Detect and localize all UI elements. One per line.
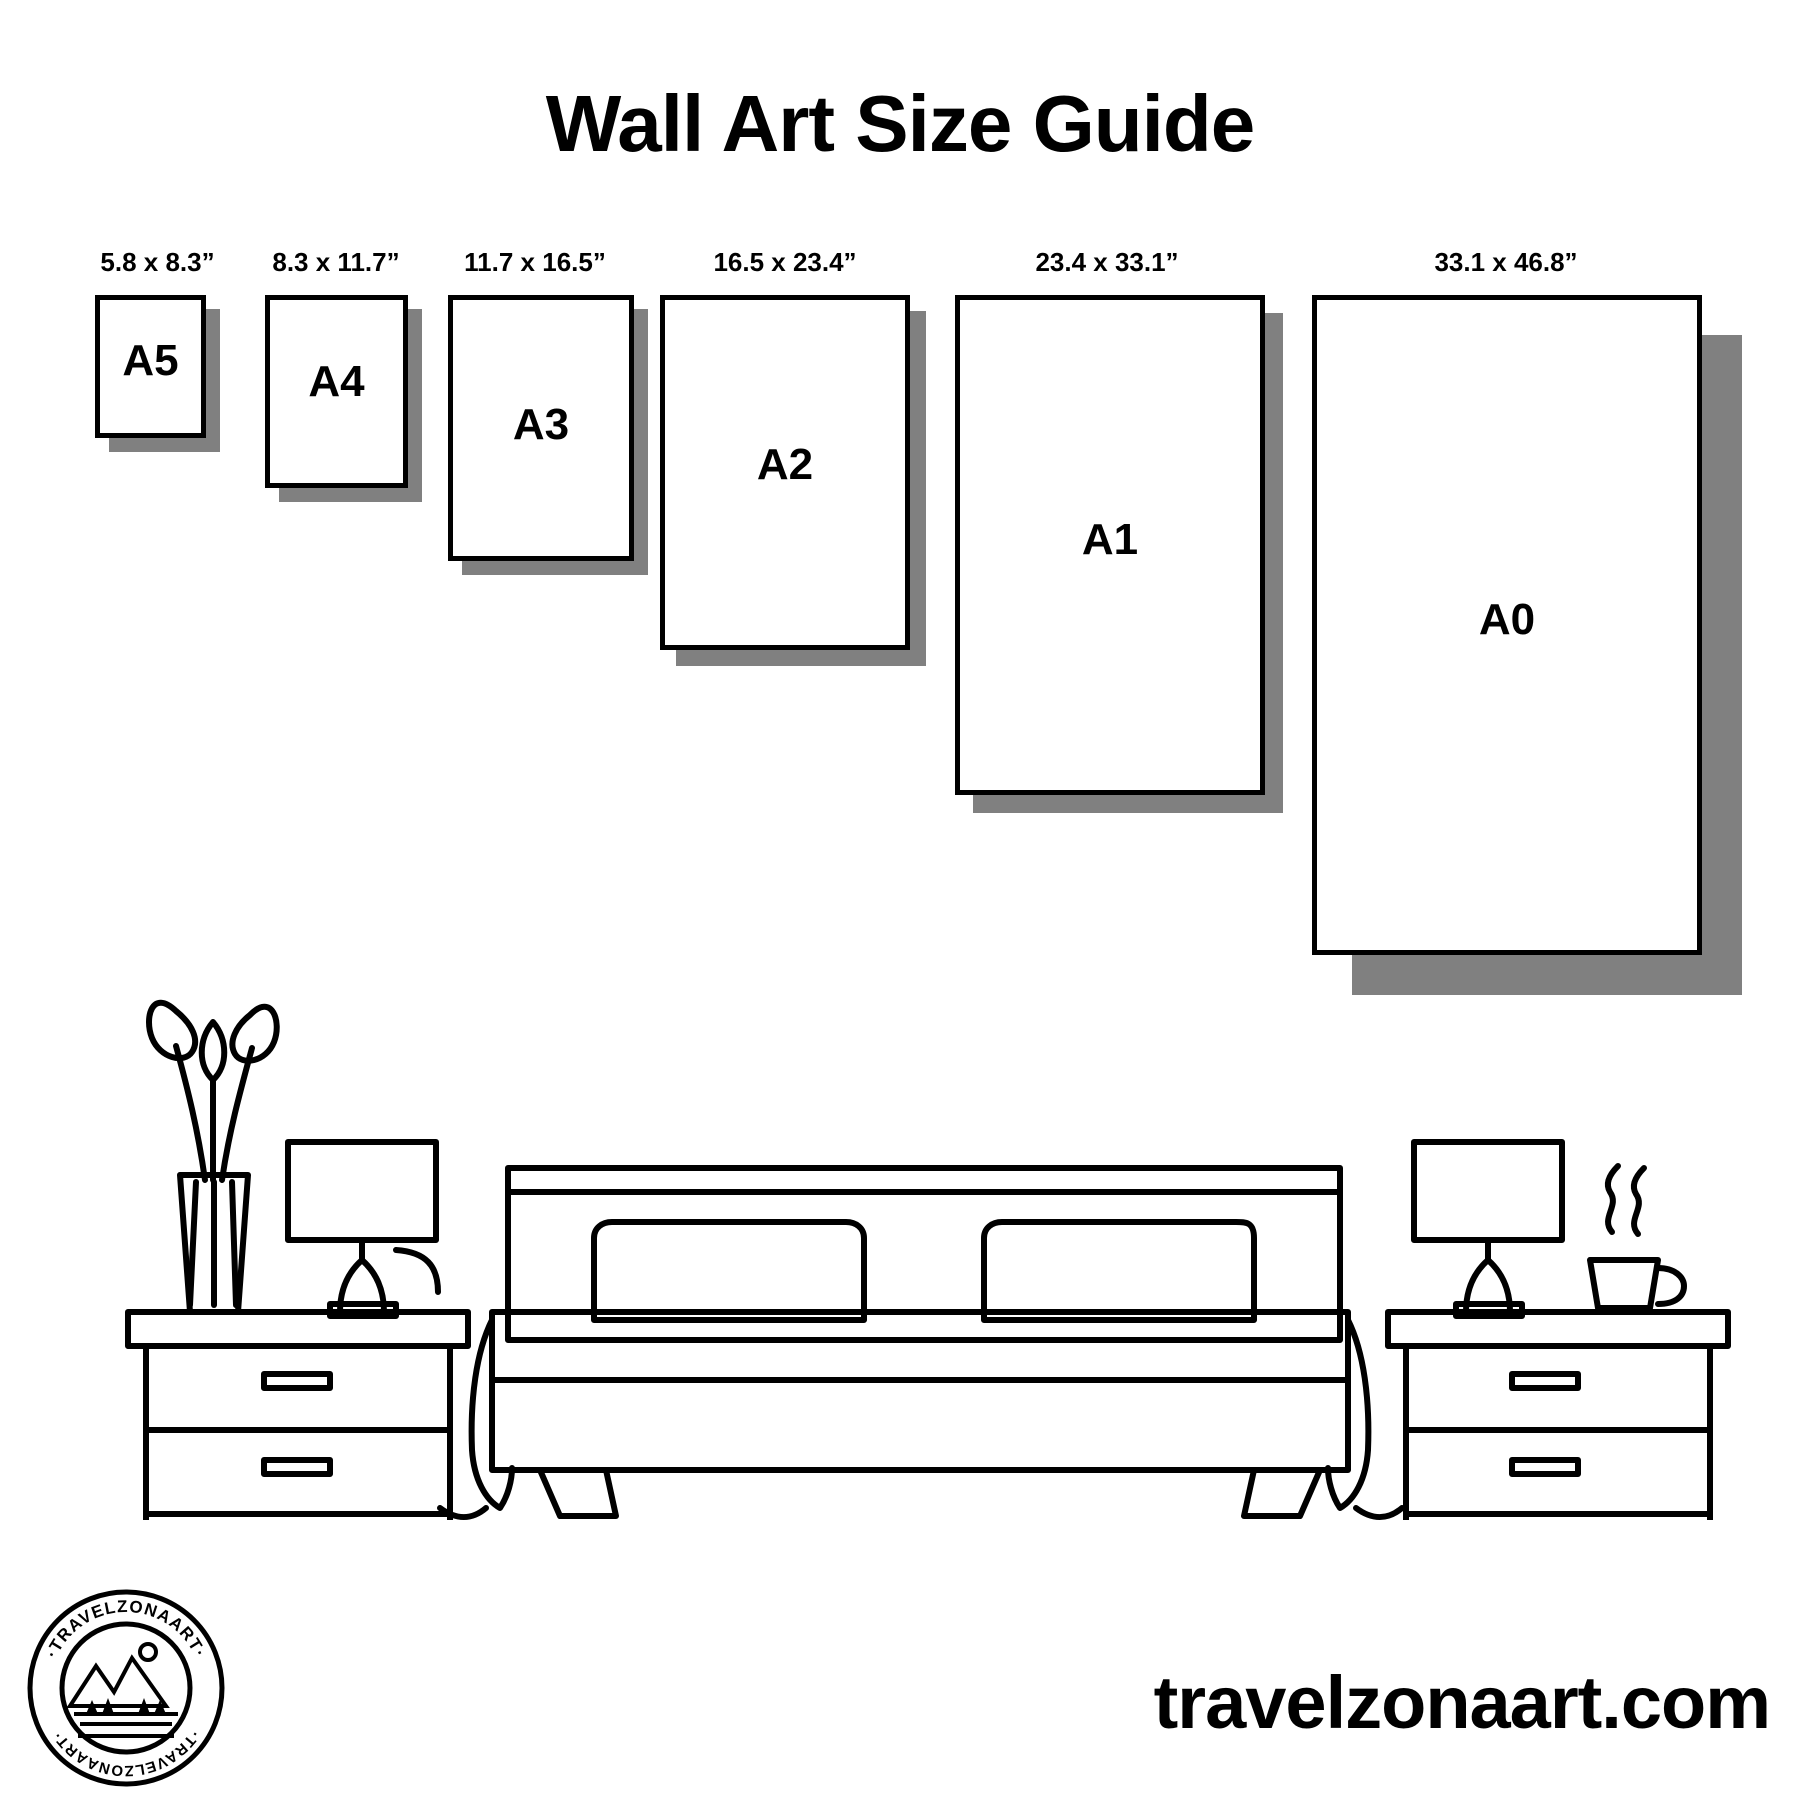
frame-group-a4[interactable] bbox=[265, 247, 435, 545]
bed-icon bbox=[440, 1168, 1402, 1517]
frame-group-a1[interactable] bbox=[955, 247, 1285, 815]
frame-name-a3: A3 bbox=[512, 400, 570, 449]
page-title: Wall Art Size Guide bbox=[545, 79, 1255, 168]
left-table-lamp-icon bbox=[288, 1142, 438, 1316]
frame-name-a2: A2 bbox=[756, 440, 814, 489]
frame-dimensions-a5: 5.8 x 8.3” bbox=[100, 247, 215, 277]
frame-box-a1[interactable] bbox=[955, 295, 1265, 795]
coffee-cup-icon bbox=[1590, 1166, 1684, 1308]
frame-group-a3[interactable] bbox=[448, 247, 648, 595]
frame-dimensions-a4: 8.3 x 11.7” bbox=[272, 247, 400, 277]
frame-dimensions-a3: 11.7 x 16.5” bbox=[464, 247, 606, 277]
logo-text-bottom: ·TRAVELZONAART· bbox=[49, 1727, 203, 1780]
frame-name-a5: A5 bbox=[122, 336, 179, 385]
frame-dimensions-a1: 23.4 x 33.1” bbox=[1035, 247, 1179, 277]
frame-group-a0[interactable] bbox=[1312, 247, 1712, 975]
frame-box-a5[interactable] bbox=[95, 295, 206, 438]
svg-text:·TRAVELZONAART· bbox=[42, 1597, 210, 1661]
frame-box-a4[interactable] bbox=[265, 295, 408, 488]
website-url[interactable]: travelzonaart.com bbox=[1153, 1661, 1770, 1744]
brand-logo[interactable] bbox=[26, 1588, 226, 1788]
frame-dimensions-a0: 33.1 x 46.8” bbox=[1434, 247, 1578, 277]
frame-dimensions-a2: 16.5 x 23.4” bbox=[713, 247, 857, 277]
frame-box-a0[interactable] bbox=[1312, 295, 1702, 955]
bedroom-illustration bbox=[0, 960, 1800, 1520]
frame-box-a2[interactable] bbox=[660, 295, 910, 650]
frame-name-a0: A0 bbox=[1478, 595, 1536, 644]
frame-group-a5[interactable] bbox=[95, 247, 220, 495]
right-nightstand-icon bbox=[1388, 1312, 1770, 1520]
logo-mountain-icon bbox=[70, 1644, 178, 1736]
frame-name-a4: A4 bbox=[308, 357, 365, 406]
right-table-lamp-icon bbox=[1414, 1142, 1562, 1316]
plant-vase-icon bbox=[149, 1003, 277, 1312]
logo-text-top: ·TRAVELZONAART· bbox=[41, 1596, 211, 1661]
left-nightstand-icon bbox=[90, 1312, 468, 1520]
frame-name-a1: A1 bbox=[1081, 515, 1139, 564]
frame-group-a2[interactable] bbox=[660, 247, 930, 685]
frame-box-a3[interactable] bbox=[448, 295, 634, 561]
